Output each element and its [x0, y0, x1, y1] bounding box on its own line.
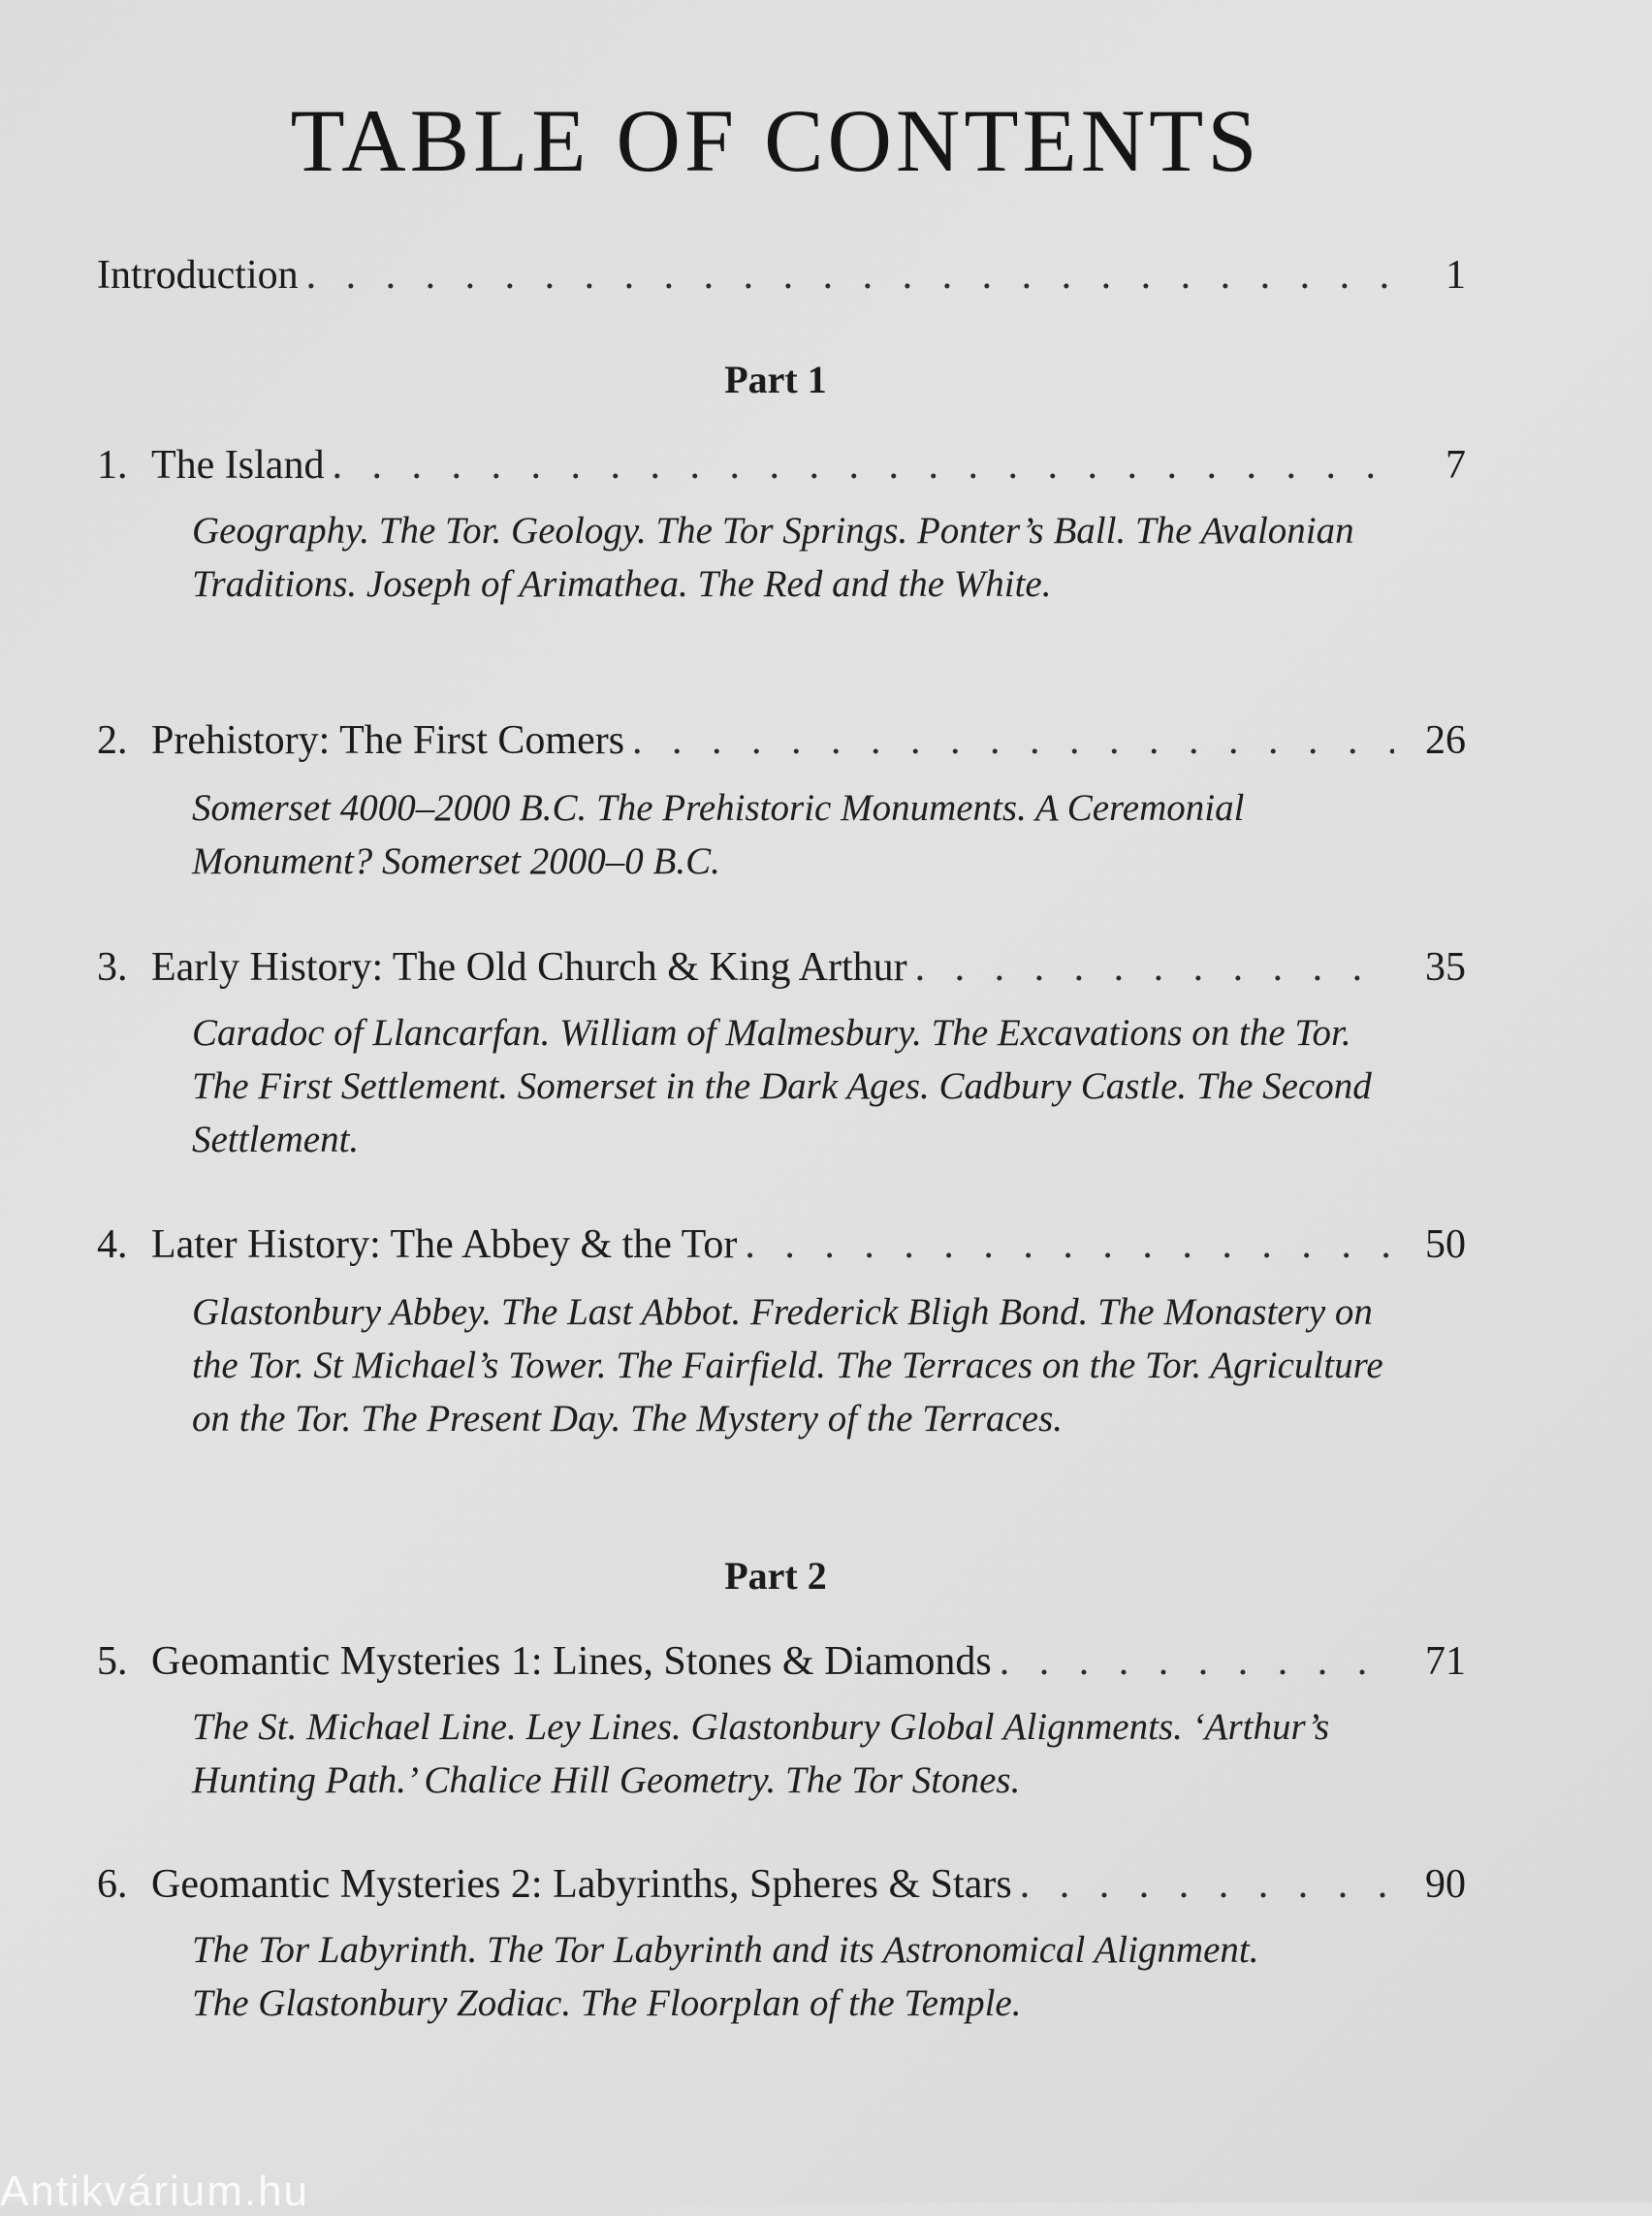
part-heading: Part 2 [724, 1554, 827, 1598]
toc-entry-chapter-6 [97, 1859, 1466, 1910]
leader-dots [332, 440, 1394, 491]
chapter-page: 26 [1425, 718, 1466, 763]
chapter-description: Somerset 4000–2000 B.C. The Prehistoric Monuments. A Ceremonial Monument? Somerset 2000–0 B.C. [192, 787, 1245, 882]
chapter-title: Geomantic Mysteries 2: Labyrinths, Spheres & Stars [151, 1862, 1012, 1907]
toc-entry-chapter-1 [97, 440, 1466, 491]
chapter-description: Glastonbury Abbey. The Last Abbot. Frederick Bligh Bond. The Monastery on the Tor. St Michael’s Tower. The Fairfield. The Terraces on the Tor. Agriculture on the Tor. The Present Day. The Mystery of the Terraces. [192, 1291, 1383, 1440]
chapter-title: Early History: The Old Church & King Arthur [151, 945, 907, 990]
leader-dots [1020, 1859, 1394, 1910]
chapter-description: The St. Michael Line. Ley Lines. Glastonbury Global Alignments. ‘Arthur’s Hunting Path.’ Chalice Hill Geometry. The Tor Stones. [192, 1706, 1330, 1801]
chapter-title: Later History: The Abbey & the Tor [151, 1222, 738, 1267]
toc-entry-chapter-4 [97, 1219, 1466, 1270]
page-title: TABLE OF CONTENTS [290, 91, 1261, 190]
chapter-number: 4. [97, 1222, 128, 1267]
toc-entry-chapter-3 [97, 942, 1466, 993]
leader-dots [915, 942, 1394, 993]
chapter-title: The Island [151, 443, 325, 488]
leader-dots [306, 250, 1394, 301]
leader-dots [1000, 1636, 1394, 1687]
toc-entry-chapter-2 [97, 715, 1466, 766]
leader-dots [632, 715, 1394, 766]
leader-dots [745, 1219, 1394, 1270]
part-heading: Part 1 [724, 358, 827, 401]
toc-entry-label: Introduction [97, 253, 299, 298]
chapter-page: 90 [1425, 1862, 1466, 1907]
toc-entry-introduction [97, 250, 1466, 301]
toc-entry-chapter-5 [97, 1636, 1466, 1687]
chapter-title: Geomantic Mysteries 1: Lines, Stones & Diamonds [151, 1639, 992, 1684]
watermark-text: Antikvárium.hu [0, 2168, 310, 2215]
chapter-page: 35 [1425, 945, 1466, 990]
chapter-number: 1. [97, 443, 128, 488]
chapter-page: 7 [1446, 443, 1466, 488]
chapter-number: 6. [97, 1862, 128, 1907]
chapter-number: 3. [97, 945, 128, 990]
chapter-number: 2. [97, 718, 128, 763]
toc-entry-page: 1 [1446, 253, 1466, 298]
chapter-page: 50 [1425, 1222, 1466, 1267]
chapter-description: The Tor Labyrinth. The Tor Labyrinth and its Astronomical Alignment. The Glastonbury Zodiac. The Floorplan of the Temple. [192, 1929, 1259, 2024]
chapter-title: Prehistory: The First Comers [151, 718, 625, 763]
chapter-description: Caradoc of Llancarfan. William of Malmesbury. The Excavations on the Tor. The First Settlement. Somerset in the Dark Ages. Cadbury Castle. The Second Settlement. [192, 1012, 1372, 1160]
watermark-logo [0, 2168, 309, 2216]
chapter-page: 71 [1425, 1639, 1466, 1684]
chapter-description: Geography. The Tor. Geology. The Tor Springs. Ponter’s Ball. The Avalonian Traditions. Joseph of Arimathea. The Red and the White. [192, 510, 1354, 605]
chapter-number: 5. [97, 1639, 128, 1684]
